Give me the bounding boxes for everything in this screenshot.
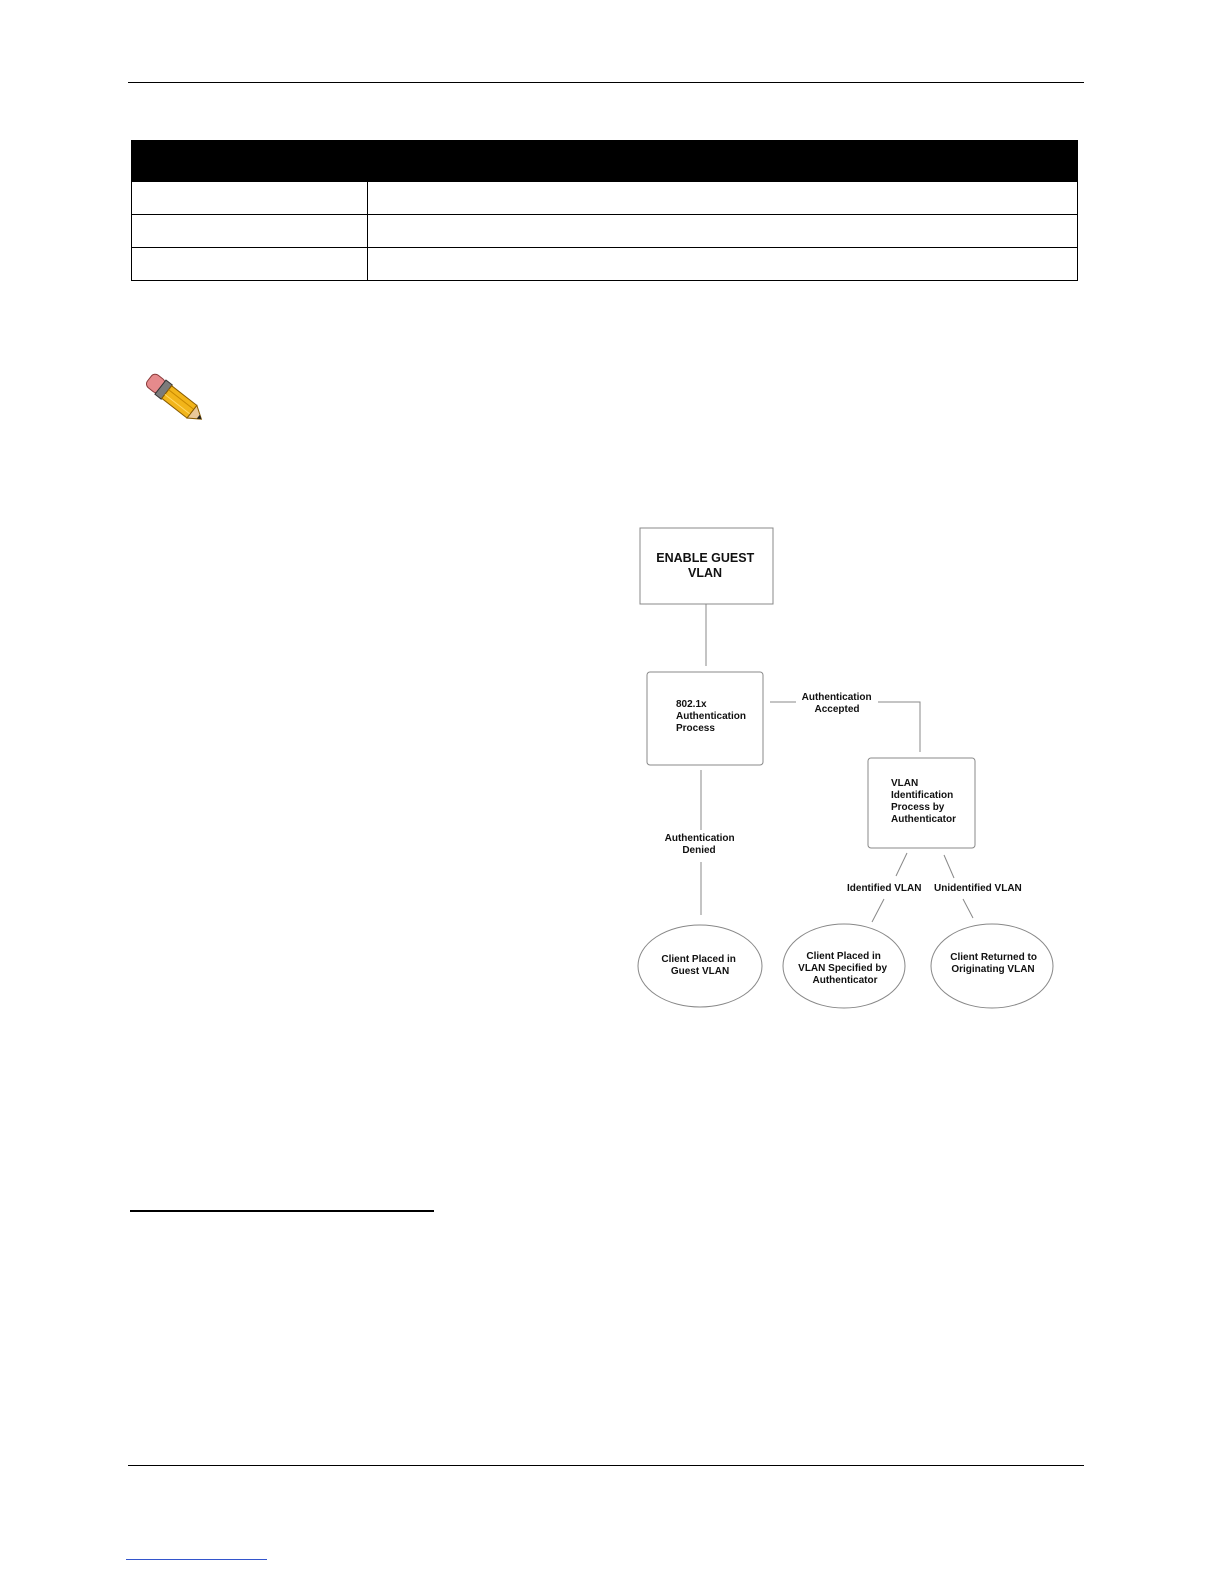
footer-link-underline[interactable]: [126, 1559, 267, 1560]
pencil-icon: [138, 368, 210, 430]
table-header-cell: [368, 141, 1078, 182]
auth-process-label: 802.1x Authentication Process: [676, 699, 746, 734]
table-header-cell: [132, 141, 368, 182]
table-row: [132, 215, 1078, 248]
unidentified-vlan-label: Unidentified VLAN: [934, 883, 1022, 894]
table-cell: [368, 215, 1078, 248]
header-rule: [128, 82, 1084, 83]
table-cell: [368, 182, 1078, 215]
table-header-row: [132, 141, 1078, 182]
enable-guest-vlan-label: ENABLE GUEST VLAN: [656, 551, 755, 580]
specified-vlan-label: Client Placed in VLAN Specified by Authenticator: [798, 951, 888, 986]
guest-vlan-flowchart: [600, 500, 1080, 1030]
table-cell: [132, 215, 368, 248]
footer-rule: [128, 1465, 1084, 1466]
auth-accepted-label: Authentication Accepted: [801, 692, 872, 715]
parameter-table: [131, 140, 1078, 281]
guest-vlan-label: Client Placed in Guest VLAN: [661, 954, 736, 977]
table-cell: [132, 248, 368, 281]
identified-vlan-label: Identified VLAN: [847, 883, 922, 894]
footnote-rule: [130, 1210, 434, 1212]
vlan-identification-label: VLAN Identification Process by Authenticator: [891, 778, 956, 825]
table-row: [132, 248, 1078, 281]
table-cell: [368, 248, 1078, 281]
table-cell: [132, 182, 368, 215]
auth-denied-label: Authentication Denied: [664, 833, 735, 856]
table-row: [132, 182, 1078, 215]
originating-vlan-label: Client Returned to Originating VLAN: [950, 952, 1037, 975]
